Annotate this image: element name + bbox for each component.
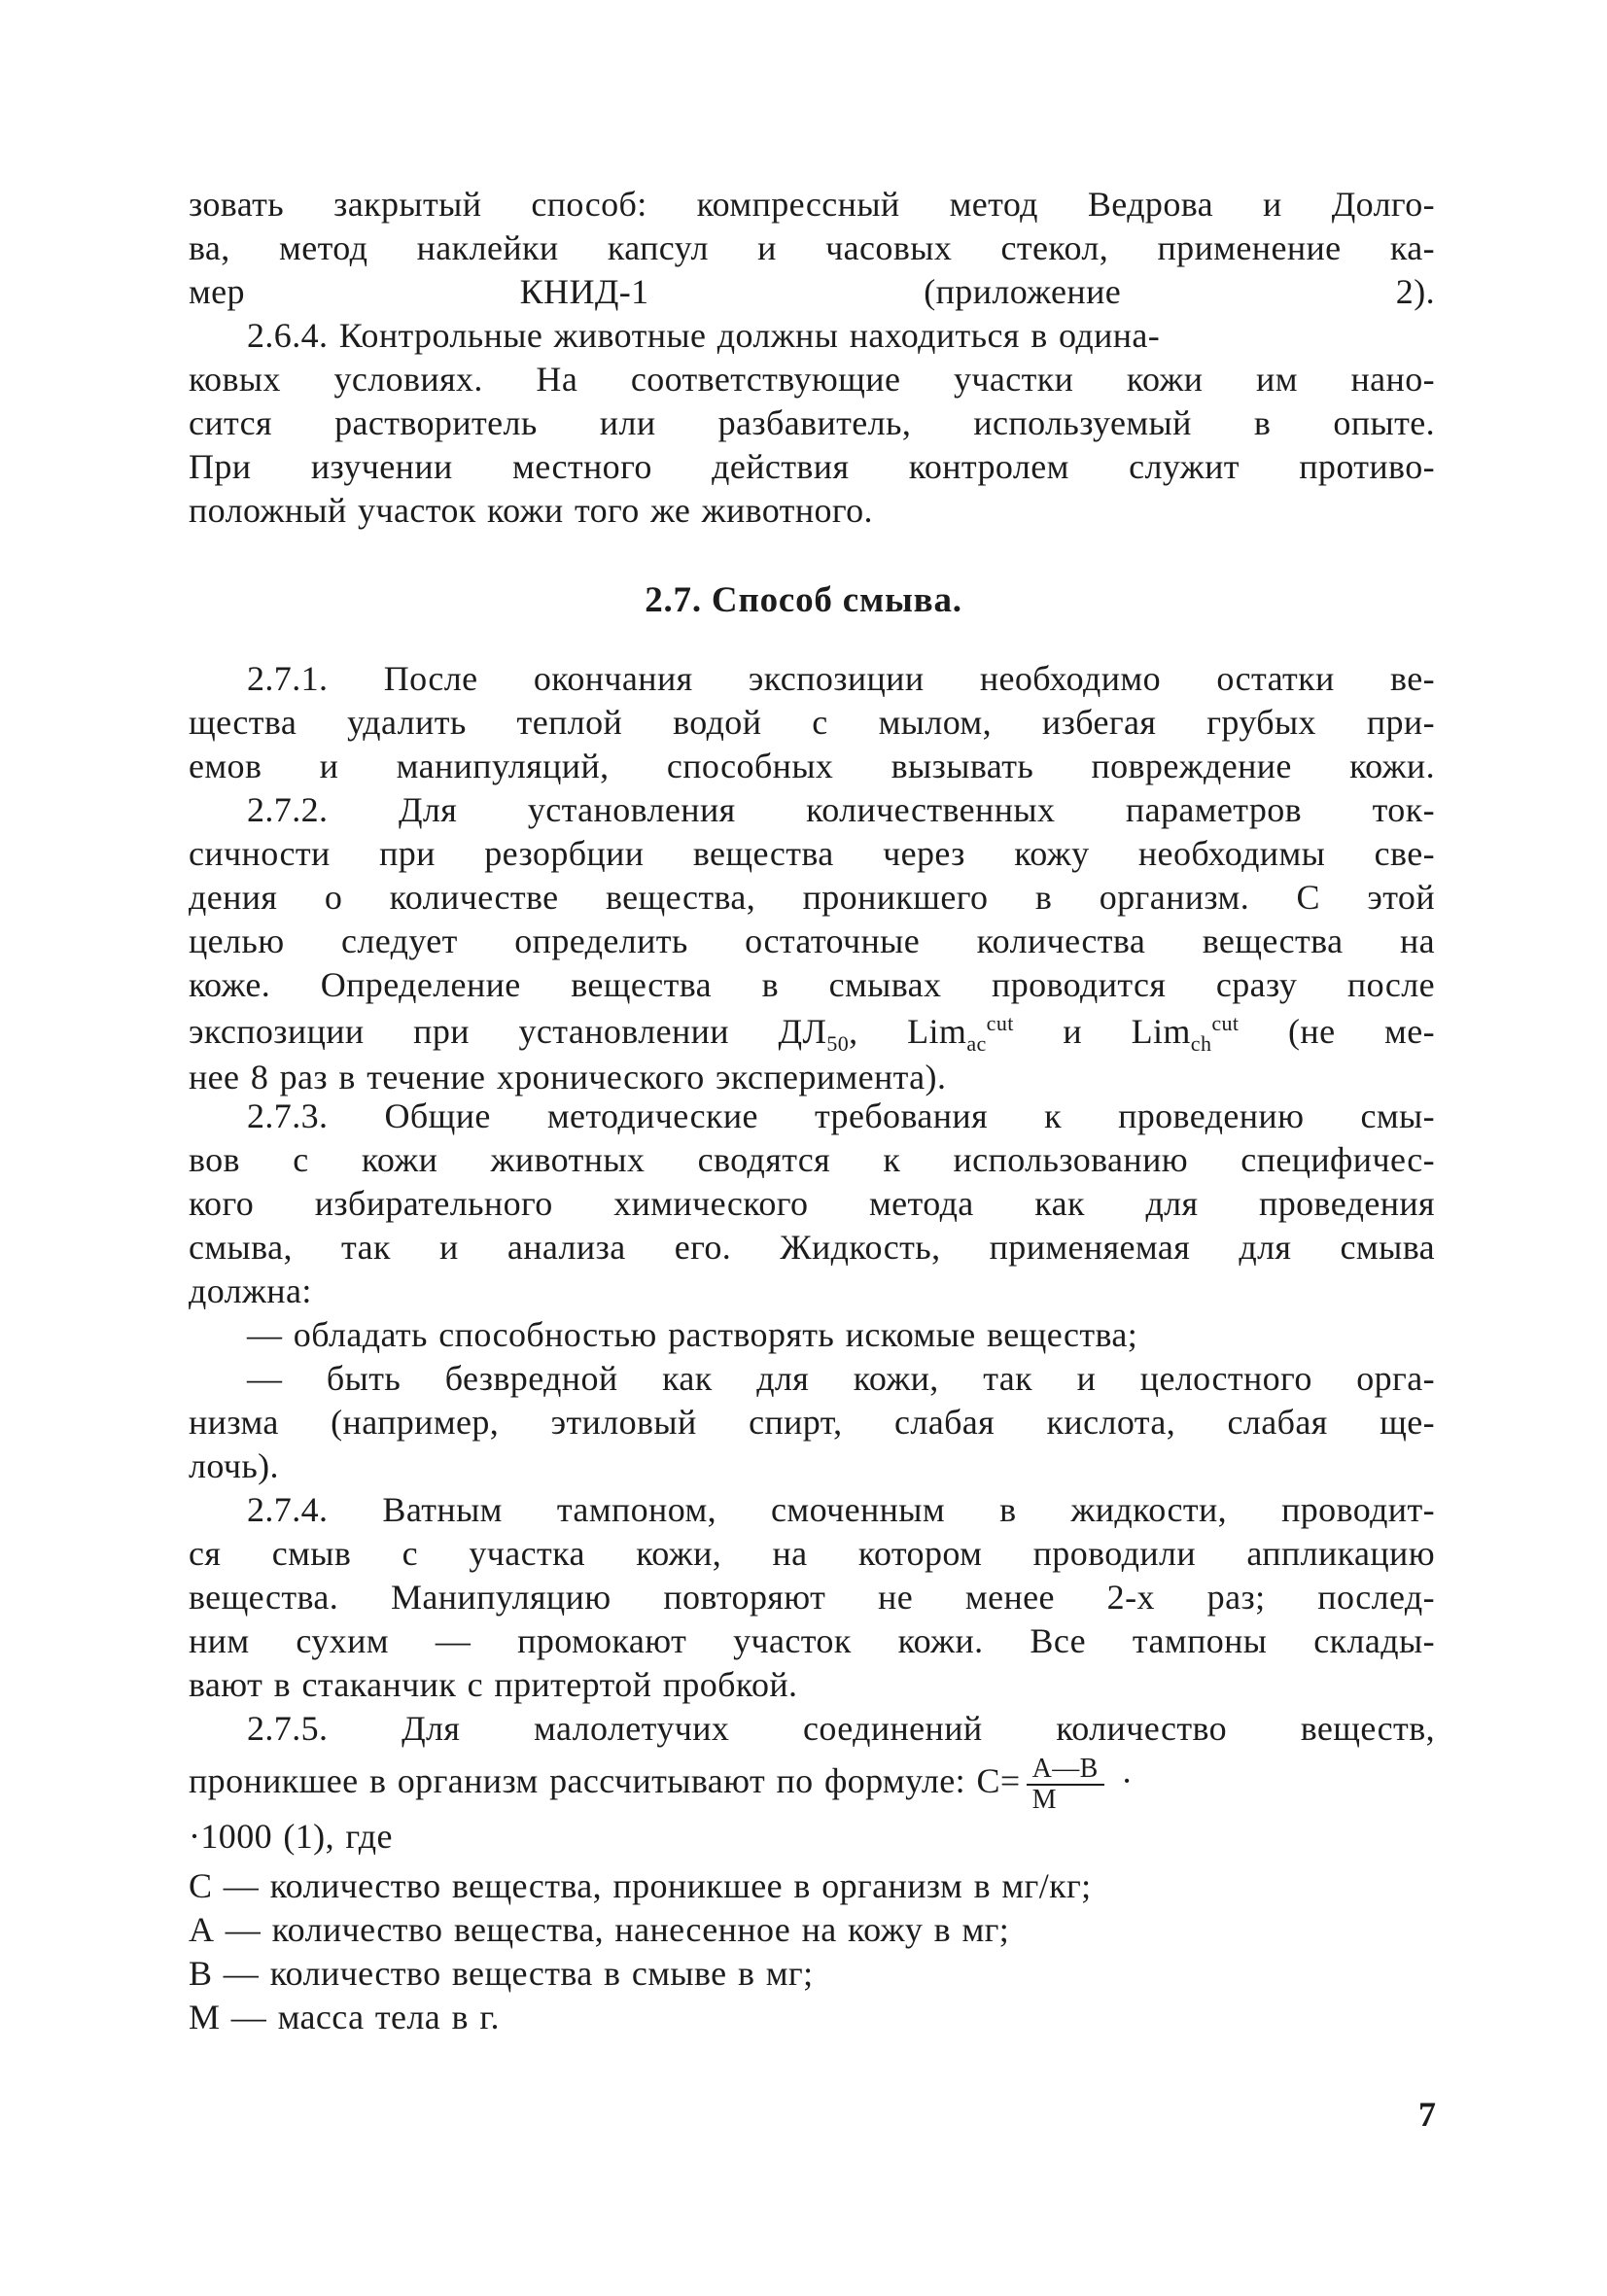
p264-line-2: ковых условиях. На соответствующие участки кожи им нано- xyxy=(189,360,1435,399)
p274-line-2: ся смыв с участка кожи, на котором проводили аппликацию xyxy=(189,1534,1435,1573)
p273-line-5: должна: xyxy=(189,1271,312,1310)
p273-line-3: кого избирательного химического метода как для проведения xyxy=(189,1184,1435,1223)
top-text-block xyxy=(189,183,1435,314)
fraction-denominator: М xyxy=(1031,1784,1057,1815)
p272-line-6: экспозиции при установлении $ДЛ_{50}$, Lim$_{ac}^{cut}$ и Lim$_{ch}^{cut}$ (не ме- xyxy=(189,1011,1435,1057)
bullet-2-line-2: низма (например, этиловый спирт, слабая кислота, слабая ще- xyxy=(189,1403,1435,1442)
p275-line-3: ·1000 (1), где xyxy=(189,1816,393,1856)
p264-line-3: сится растворитель или разбавитель, используемый в опыте. xyxy=(189,403,1435,442)
bullet-2-line-1: — быть безвредной как для кожи, так и целостного орга- xyxy=(247,1359,1435,1398)
bullet-list xyxy=(189,1313,1435,1488)
p271-line-3: емов и манипуляций, способных вызывать повреждение кожи. xyxy=(189,747,1435,785)
lim-ch-subscript: ch xyxy=(1190,1031,1212,1057)
p272-line-4: целью следует определить остаточные количества вещества на xyxy=(189,922,1435,960)
bullet-1: — обладать способностью растворять искомые вещества; xyxy=(247,1315,1138,1354)
legend-c: С — количество вещества, проникшее в организм в мг/кг; xyxy=(189,1866,1092,1905)
legend-m: М — масса тела в г. xyxy=(189,1998,500,2036)
paragraph-2-7-5 xyxy=(189,1707,1435,1859)
p272-line-5: коже. Определение вещества в смывах проводится сразу после xyxy=(189,965,1435,1004)
p273-line-4: смыва, так и анализа его. Жидкость, применяемая для смыва xyxy=(189,1228,1435,1267)
p273-line-1: 2.7.3. Общие методические требования к проведению смы- xyxy=(247,1096,1435,1135)
p275-line-1: 2.7.5. Для малолетучих соединений количество веществ, xyxy=(247,1709,1435,1748)
p274-line-5: вают в стаканчик с притертой пробкой. xyxy=(189,1665,798,1704)
p274-line-3: вещества. Манипуляцию повторяют не менее 2-х раз; послед- xyxy=(189,1578,1435,1617)
p274-line-1: 2.7.4. Ватным тампоном, смоченным в жидкости, проводит- xyxy=(247,1490,1435,1529)
page-number: 7 xyxy=(1418,2095,1436,2134)
paragraph-2-7-4 xyxy=(189,1488,1435,1707)
lim-ac-subscript: ac xyxy=(966,1031,987,1057)
p271-line-2: щества удалить теплой водой с мылом, избегая грубых при- xyxy=(189,703,1435,742)
p273-line-2: вов с кожи животных сводятся к использованию специфичес- xyxy=(189,1140,1435,1179)
intro-line-2: ва, метод наклейки капсул и часовых стекол, применение ка- xyxy=(189,228,1435,267)
formula-fraction xyxy=(1027,1755,1104,1815)
formula-legend xyxy=(189,1864,1435,2039)
legend-b: В — количество вещества в смыве в мг; xyxy=(189,1954,814,1993)
intro-line-1: зовать закрытый способ: компрессный метод Ведрова и Долго- xyxy=(189,185,1435,224)
p275-line-2: проникшее в организм рассчитывают по формуле: С= $\frac{А—В}{М}$ · xyxy=(189,1753,1134,1815)
paragraph-2-7-1 xyxy=(189,657,1435,788)
lim-ch-superscript: cut xyxy=(1211,1011,1240,1035)
p264-line-5: положный участок кожи того же животного. xyxy=(189,491,873,530)
p272-line-3: дения о количестве вещества, проникшего в организм. С этой xyxy=(189,878,1435,917)
p274-line-4: ним сухим — промокают участок кожи. Все тампоны склады- xyxy=(189,1621,1435,1660)
intro-paragraph xyxy=(189,183,1435,314)
paragraph-2-6-4 xyxy=(189,314,1435,533)
lim-ac-superscript: cut xyxy=(986,1011,1014,1035)
bullet-2-line-3: лочь). xyxy=(189,1446,279,1485)
legend-a: А — количество вещества, нанесенное на кожу в мг; xyxy=(189,1910,1010,1949)
p272-line-7: нее 8 раз в течение хронического эксперимента). xyxy=(189,1058,947,1096)
p272-line-2: сичности при резорбции вещества через кожу необходимы све- xyxy=(189,834,1435,873)
paragraph-2-7-2 xyxy=(189,788,1435,1099)
p264-line-4: При изучении местного действия контролем служит противо- xyxy=(189,447,1435,486)
intro-line-3: мер КНИД-1 (приложение 2). xyxy=(189,272,1435,311)
p264-line-1: 2.6.4. Контрольные животные должны находиться в одина- xyxy=(247,316,1161,355)
fraction-numerator: А—В xyxy=(1027,1755,1104,1786)
paragraph-2-7-3 xyxy=(189,1095,1435,1313)
dl50-subscript: 50 xyxy=(826,1031,850,1057)
p271-line-1: 2.7.1. После окончания экспозиции необходимо остатки ве- xyxy=(247,659,1435,698)
p272-line-1: 2.7.2. Для установления количественных параметров ток- xyxy=(247,790,1435,829)
section-heading: 2.7. Способ смыва. xyxy=(645,580,962,620)
